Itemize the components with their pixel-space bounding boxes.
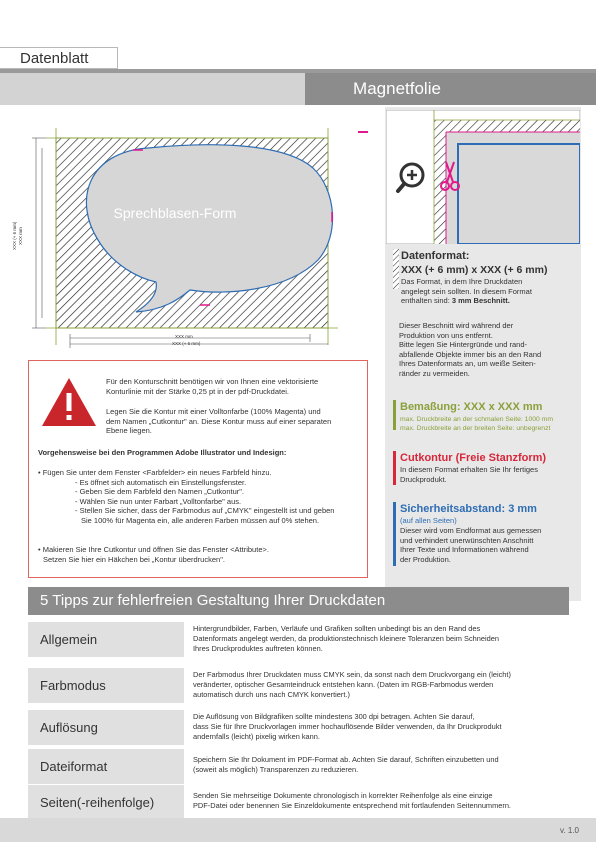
procedure-heading: Vorgehensweise bei den Programmen Adobe Illustrator und Indesign: — [38, 448, 287, 457]
warning-icon — [40, 376, 98, 428]
sicherheit-sub: (auf allen Seiten) — [400, 516, 457, 525]
datenformat-heading: Datenformat: — [401, 250, 470, 262]
procedure-steps: • Fügen Sie unter dem Fenster <Farbfelder> ein neues Farbfeld hinzu. - Es öffnet sich automatisch ein Einstellungsfenster. - Geben Sie dem Farbfeld den Namen „Cutkontur". - Wählen Sie nun unter Farbart „Volltonfarbe" aus. - Stellen Sie sicher, dass der Farbmodus auf „CMYK" eingestellt ist und geben Sie 100% für Magenta ein, alle anderen Farben müssen auf 0% stehen. — [38, 468, 335, 525]
datenformat-size: XXX (+ 6 mm) x XXX (+ 6 mm) — [401, 264, 548, 276]
cutkontur-text: In diesem Format erhalten Sie Ihr fertiges Druckprodukt. — [400, 465, 538, 484]
contour-intro: Für den Konturschnitt benötigen wir von Ihnen eine vektorisierte Konturlinie mit der Stärke 0,25 pt in der pdf-Druckdatei. — [106, 377, 319, 396]
tips-heading: 5 Tipps zur fehlerfreien Gestaltung Ihrer Druckdaten — [28, 587, 569, 615]
dim-inner-label: XXX mm — [175, 334, 193, 339]
dim-outer-label: XXX (+ 6 mm) — [172, 341, 201, 346]
tip-row — [28, 710, 569, 745]
bemassung-marker — [393, 400, 396, 430]
datenformat-marker — [393, 249, 399, 289]
datenformat-note: Dieser Beschnitt wird während der Produktion von uns entfernt. Bitte legen Sie Hintergründe und rand- abfallende Objekte immer bis an den Rand Ihres Datenformats an, um weiße Seiten- ränder zu vermeiden. — [399, 321, 542, 378]
tip-text: Hintergrundbilder, Farben, Verläufe und Grafiken sollten unbedingt bis an den Rand des Datenformats angelegt werden, da produktionstechnisch kleinere Toleranzen beim Schneiden Ihres Druckproduktes auftreten können. — [193, 624, 499, 653]
contour-color-note: Legen Sie die Kontur mit einer Volltonfarbe (100% Magenta) und dem Namen „Cutkontur" an. Diese Kontur muss auf einer separaten Ebene liegen. — [106, 407, 332, 436]
page-title: Magnetfolie — [353, 79, 441, 98]
tip-label: Seiten(-reihenfolge) — [28, 785, 184, 820]
footer-bar — [0, 818, 596, 842]
tip-row — [28, 622, 569, 657]
cutkontur-heading: Cutkontur (Freie Stanzform) — [400, 452, 547, 464]
tip-row — [28, 749, 569, 784]
tip-label: Allgemein — [28, 622, 184, 657]
bemassung-text: max. Druckbreite an der schmalen Seite: 1000 mm max. Druckbreite an der breiten Seite: unbegrenzt — [400, 416, 553, 432]
tip-label: Auflösung — [28, 710, 184, 745]
dim-vertical-inner-label: XXX mm — [18, 227, 23, 245]
title-bar — [305, 73, 596, 105]
tip-row — [28, 785, 569, 820]
dim-vertical-outer-label: XXX (+ 6 mm) — [12, 221, 17, 250]
version-label: v. 1.0 — [560, 826, 579, 835]
procedure-attributes: • Makieren Sie Ihre Cutkontur und öffnen Sie das Fenster <Attribute>. Setzen Sie hier ein Häkchen bei „Kontur überdrucken". — [38, 545, 269, 564]
bemassung-heading: Bemaßung: XXX x XXX mm — [400, 401, 543, 413]
format-diagram — [28, 120, 378, 355]
datenformat-text: Das Format, in dem Ihre Druckdaten angelegt sein sollten. In diesem Format enthalten sind: 3 mm Beschnitt. — [401, 277, 532, 306]
sicherheit-text: Dieser wird vom Endformat aus gemessen und verhindert unerwünschten Anschnitt Ihrer Texte und Informationen während der Produktion. — [400, 526, 542, 564]
scissors-icon — [440, 160, 460, 194]
tip-row — [28, 668, 569, 703]
cutkontur-marker — [393, 451, 396, 485]
tip-label: Dateiformat — [28, 749, 184, 784]
tip-label: Farbmodus — [28, 668, 184, 703]
tip-text: Speichern Sie Ihr Dokument im PDF-Format ab. Achten Sie darauf, Schriften einzubetten und (soweit als möglich) Transparenzen zu reduzieren. — [193, 755, 499, 774]
sicherheit-marker — [393, 502, 396, 566]
datasheet-tab: Datenblatt — [0, 47, 118, 69]
tip-text: Der Farbmodus Ihrer Druckdaten muss CMYK sein, da sonst nach dem Druckvorgang ein (leicht) veränderter, optischer Gesamteindruck entstehen kann. (Daten im RGB-Farbmodus werden automatisch durch uns nach CMYK konvertiert.) — [193, 670, 511, 699]
tip-text: Senden Sie mehrseitige Dokumente chronologisch in korrekter Reihenfolge als eine einzige PDF-Datei oder benennen Sie Einzeldokumente entsprechend mit fortlaufenden Seitennummern. — [193, 791, 511, 810]
shape-label: Sprechblasen-Form — [113, 205, 237, 221]
sicherheit-heading: Sicherheitsabstand: 3 mm — [400, 503, 537, 515]
tip-text: Die Auflösung von Bildgrafiken sollte mindestens 300 dpi betragen. Achten Sie darauf, dass Sie für Ihre Druckvorlagen immer hochauflösende Bilder verwenden, da Ihr Druckprodukt andernfalls (leicht) pixelig wirken kann. — [193, 712, 502, 741]
zoom-icon — [395, 160, 431, 196]
